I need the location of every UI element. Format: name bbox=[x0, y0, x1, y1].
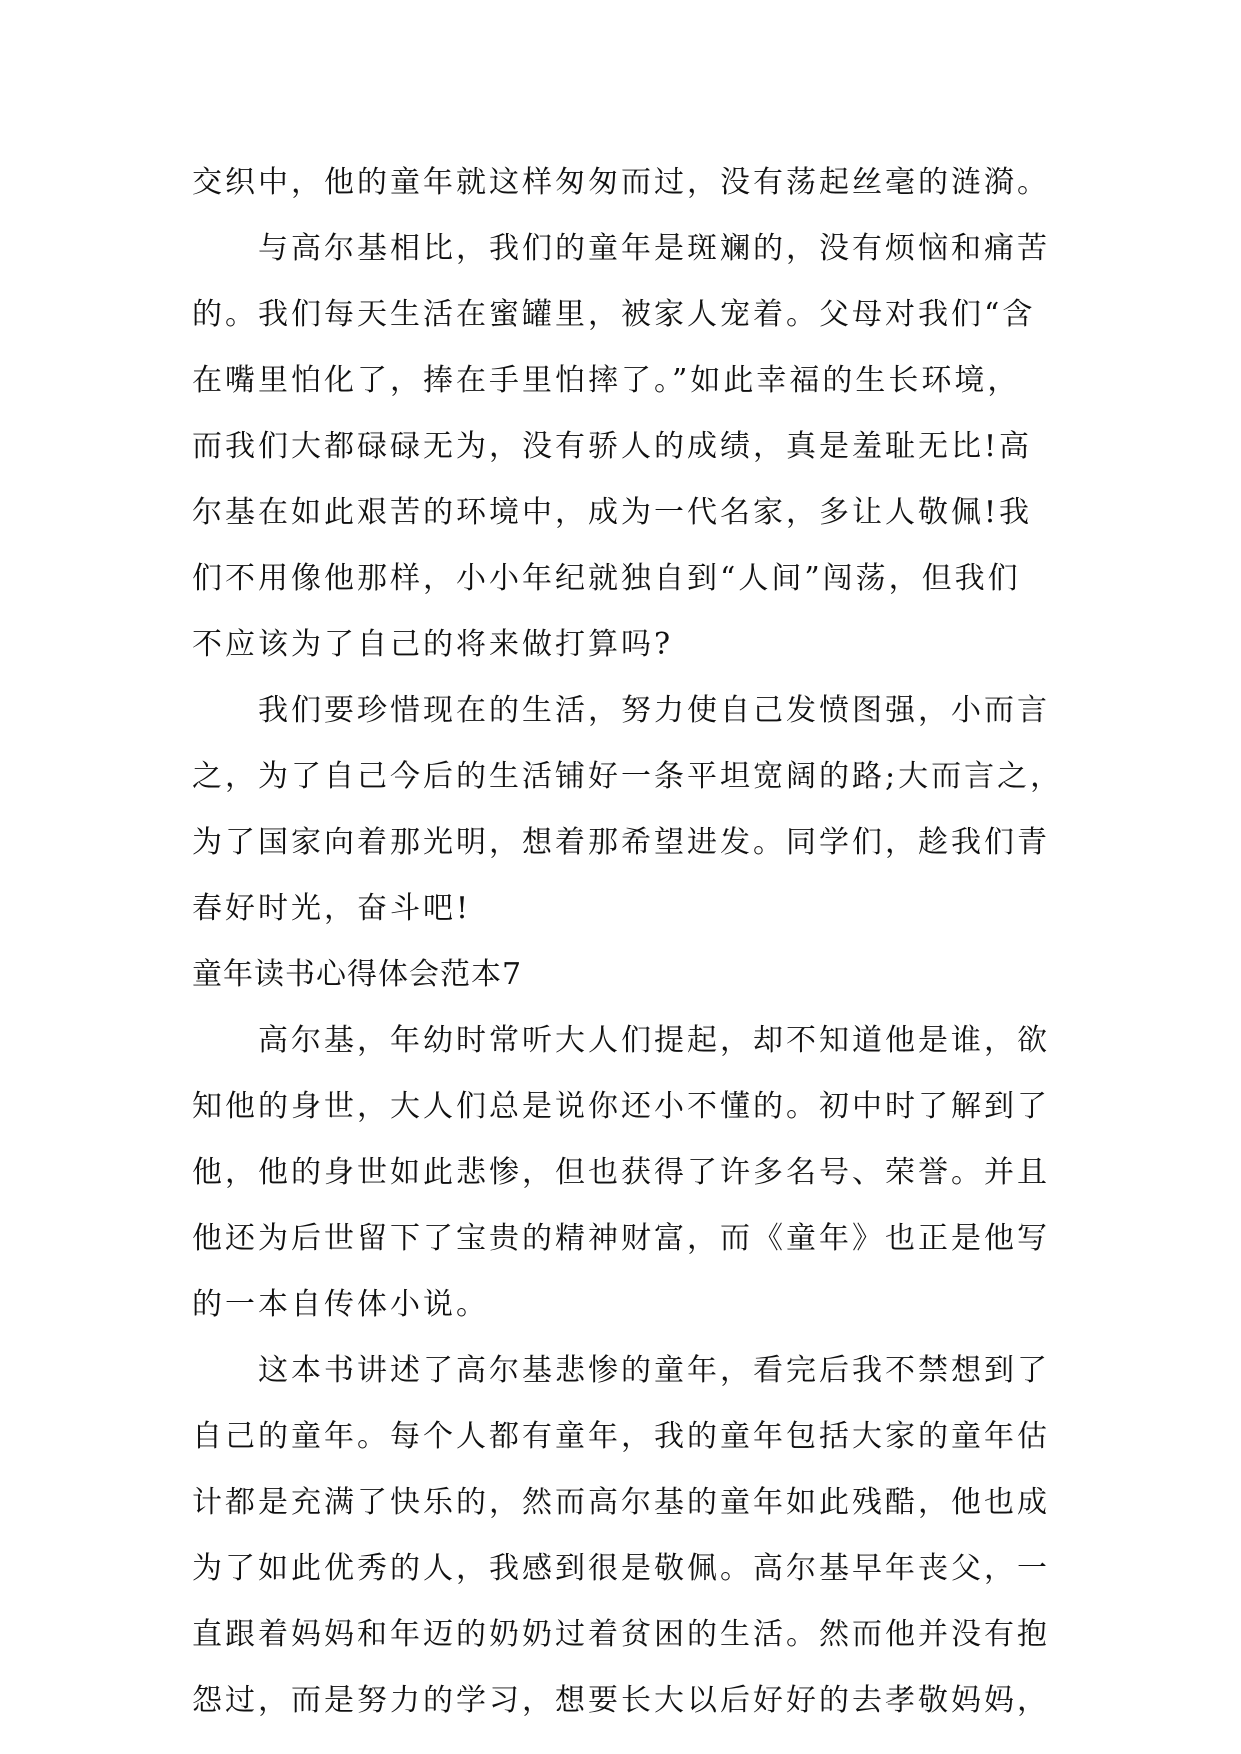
paragraph-line: 他还为后世留下了宝贵的精神财富，而《童年》也正是他写 bbox=[192, 1221, 1050, 1256]
paragraph-line: 在嘴里怕化了，捧在手里怕摔了。”如此幸福的生长环境， bbox=[192, 363, 1021, 398]
paragraph-line: 不应该为了自己的将来做打算吗? bbox=[192, 627, 674, 662]
paragraph-line: 为了如此优秀的人，我感到很是敬佩。高尔基早年丧父，一 bbox=[192, 1551, 1050, 1586]
paragraph-line: 高尔基，年幼时常听大人们提起，却不知道他是谁，欲 bbox=[258, 1023, 1050, 1058]
paragraph-line: 交织中，他的童年就这样匆匆而过，没有荡起丝毫的涟漪。 bbox=[192, 165, 1050, 200]
paragraph-line: 我们要珍惜现在的生活，努力使自己发愤图强，小而言 bbox=[258, 693, 1050, 728]
paragraph-line: 春好时光，奋斗吧! bbox=[192, 891, 472, 926]
section-heading: 童年读书心得体会范本7 bbox=[192, 957, 523, 992]
paragraph-line: 的。我们每天生活在蜜罐里，被家人宠着。父母对我们“含 bbox=[192, 297, 1036, 332]
paragraph-line: 之，为了自己今后的生活铺好一条平坦宽阔的路;大而言之， bbox=[192, 759, 1064, 794]
paragraph-line: 而我们大都碌碌无为，没有骄人的成绩，真是羞耻无比!高 bbox=[192, 429, 1033, 464]
paragraph-line: 这本书讲述了高尔基悲惨的童年，看完后我不禁想到了 bbox=[258, 1353, 1050, 1388]
paragraph-line: 直跟着妈妈和年迈的奶奶过着贫困的生活。然而他并没有抱 bbox=[192, 1617, 1050, 1652]
paragraph-line: 自己的童年。每个人都有童年，我的童年包括大家的童年估 bbox=[192, 1419, 1050, 1454]
paragraph-line: 计都是充满了快乐的，然而高尔基的童年如此残酷，他也成 bbox=[192, 1485, 1050, 1520]
paragraph-line: 们不用像他那样，小小年纪就独自到“人间”闯荡，但我们 bbox=[192, 561, 1021, 596]
document-page bbox=[192, 150, 1072, 1734]
paragraph-line: 知他的身世，大人们总是说你还小不懂的。初中时了解到了 bbox=[192, 1089, 1050, 1124]
paragraph-line: 与高尔基相比，我们的童年是斑斓的，没有烦恼和痛苦 bbox=[258, 231, 1050, 266]
paragraph-line: 的一本自传体小说。 bbox=[192, 1287, 489, 1322]
paragraph-line: 尔基在如此艰苦的环境中，成为一代名家，多让人敬佩!我 bbox=[192, 495, 1033, 530]
paragraph-line: 怨过，而是努力的学习，想要长大以后好好的去孝敬妈妈， bbox=[192, 1683, 1050, 1718]
paragraph-line: 为了国家向着那光明，想着那希望进发。同学们，趁我们青 bbox=[192, 825, 1050, 860]
paragraph-line: 他，他的身世如此悲惨，但也获得了许多名号、荣誉。并且 bbox=[192, 1155, 1050, 1190]
